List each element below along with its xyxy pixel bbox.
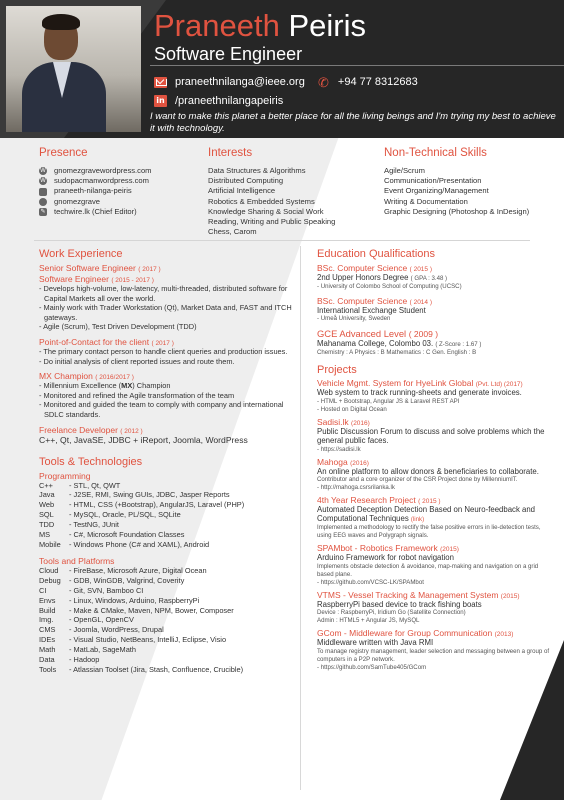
tool-row: Debug - GDB, WinGDB, Valgrind, Coverity: [39, 575, 185, 585]
platforms-title: Tools and Platforms: [39, 555, 115, 566]
edu-exchange: International Exchange Student: [317, 306, 426, 315]
projects-title: Projects: [317, 364, 357, 377]
tool-row: Math - MatLab, SageMath: [39, 645, 136, 655]
platforms-list: [39, 566, 293, 675]
tool-row: CI - Git, SVN, Bamboo CI: [39, 585, 144, 595]
edu-bsc-ucsc: BSc. Computer Science ( 2015 ): [317, 263, 433, 273]
project-title: Sadisi.lk (2016): [317, 416, 370, 427]
tool-row: CMS - Joomla, WordPress, Drupal: [39, 625, 164, 635]
bullet: - Develops high-volume, low-latency, multi-threaded, distributed software for Capital Markets all over the world.: [39, 284, 288, 303]
tool-row: SQL - MySQL, Oracle, PL/SQL, SQLite: [39, 510, 181, 520]
presence-list: [39, 166, 152, 217]
interest-item: Knowledge Sharing & Social Work: [208, 206, 324, 216]
presence-item[interactable]: ✎ techwire.lk (Chief Editor): [40, 206, 137, 216]
edit-icon: ✎: [40, 208, 46, 215]
interest-item: Data Structures & Algorithms: [208, 166, 306, 175]
interest-item: Distributed Computing: [208, 176, 284, 186]
project-link[interactable]: - http://mahoga.csrsrilanka.lk: [317, 484, 395, 492]
tool-row: C++ - STL, Qt, QWT: [39, 480, 121, 490]
linkedin-icon: in: [154, 95, 167, 107]
column-divider: [300, 246, 301, 790]
non-technical-title: Non-Technical Skills: [384, 147, 487, 159]
bullet: - Agile (Scrum), Test Driven Development (TDD): [39, 322, 197, 332]
header-banner: [0, 0, 564, 138]
presence-item[interactable]: praneeth-nilanga-peiris: [39, 186, 152, 196]
mail-icon: [154, 77, 167, 88]
tool-row: Img. - OpenGL, OpenCV: [39, 615, 134, 625]
edu-degree: 2nd Upper Honors Degree ( GPA : 3.48 ): [317, 273, 448, 282]
non-technical-list: [384, 166, 529, 217]
edu-school: - University of Colombo School of Computing (UCSC): [317, 283, 462, 290]
bullet: - Mainly work with Trader Workstation (Qt), Market Data and, FAST and ITCH gateways.: [39, 303, 292, 322]
project-link[interactable]: - https://github.com/VCSC-LK/SPAMbot: [317, 578, 424, 586]
edu-gce: GCE Advanced Level ( 2009 ): [317, 328, 439, 340]
skill-item: Writing & Documentation: [384, 196, 468, 206]
section-divider: [34, 240, 530, 241]
interest-item: Artificial Intelligence: [208, 186, 276, 196]
edu-college: Mahanama College, Colombo 03. ( Z-Score : 1.67 ): [317, 339, 482, 349]
presence-item[interactable]: W gnomezgravewordpress.com: [40, 166, 152, 175]
right-column: Education Qualifications BSc. Computer Science ( 2015 ) 2nd Upper Honors Degree ( GPA : 3.48 ) - University of Colombo School of Computing (UCSC) BSc. Computer Science ( 2014 ) International Exchange Student - Umeå University, Sweden GCE Advanced Level ( 2009 ) Mahanama College, Colombo 03. ( Z-Score : 1.67 ) Chemistry : A Physics : B Mathematics : C Gen. English : B Projects Vehicle Mgmt. System for HyeLink Global (Pvt. Ltd) (2017) Web system to track running-sheets and generate invoices. - HTML + Bootstrap, Angular JS & Laravel REST API - Hosted on Digital Ocean Sadisi.lk (2016) Public Discussion Forum to discuss and solve problems which the general public faces. - https://sadisi.lk Mahoga (2016) An online platform to allow donors & beneficiaries to collaborate. Contributor and a core organizer of the CSR Project done by MillenniumIT. - http://mahoga.csrsrilanka.lk 4th Year Research Project ( 2015 ) Automated Deception Detection Based on Neuro-feedback and Computational Techniques (link) Implemented a methodology to rectify the false positive errors in lie-detection tests, using EEG waves and Polygraph signals. SPAMbot - Robotics Framework (2015) Arduino Framework for robot navigation Implements obstacle detection & avoidance, map-making and navigation on a grid based plane. - https://github.com/VCSC-LK/SPAMbot VTMS - Vessel Tracking & Management System (2015) RaspberryPi based device to track fishing boats Device : RaspberryPi, Iridium Go (Satellite Connection) Admin : HTML5 + Angular JS, MySQL GCom - Middleware for Group Communication (2013) Middleware written with Java RMI To manage registry management, leader selection and messaging between a group of computers in a P2P network. - https://github.com/SamTube405/GCom: [317, 248, 555, 672]
person-name: [154, 8, 366, 44]
tool-row: Build - Make & CMake, Maven, NPM, Bower, Composer: [39, 605, 234, 615]
tool-row: Mobile - Windows Phone (C# and XAML), Android: [39, 539, 210, 549]
tool-row: Java - J2SE, RMI, Swing GUIs, JDBC, Jasper Reports: [39, 490, 230, 500]
email-text: praneethnilanga@ieee.org: [175, 76, 305, 88]
tool-row: MS - C#, Microsoft Foundation Classes: [39, 530, 185, 540]
tagline: I want to make this planet a better place for all the living beings and I'm trying my best to achieve it with technology.: [150, 111, 556, 134]
github-icon: [39, 198, 47, 206]
presence-item[interactable]: W sudopacmanwordpress.com: [40, 176, 149, 186]
tool-row: Web - HTML, CSS (+Bootstrap), AngularJS, Laravel (PHP): [39, 500, 245, 510]
freelance-tech: C++, Qt, JavaSE, JDBC + iReport, Joomla, WordPress: [39, 434, 248, 445]
edu-grades: Chemistry : A Physics : B Mathematics : C Gen. English : B: [317, 349, 477, 357]
job-senior-se: Senior Software Engineer ( 2017 ): [39, 263, 161, 273]
bullet: - Do initial analysis of client reported issues and route them.: [39, 356, 235, 366]
skill-item: Communication/Presentation: [384, 176, 482, 186]
last-name: Peiris: [288, 8, 366, 43]
edu-school: - Umeå University, Sweden: [317, 315, 391, 323]
interest-item: Reading, Writing and Public Speaking: [208, 217, 336, 227]
project-title: VTMS - Vessel Tracking & Management System (2015): [317, 589, 520, 600]
bitbucket-icon: [39, 188, 47, 196]
project-link[interactable]: - https://github.com/SamTube405/GCom: [317, 663, 427, 671]
header-divider: [150, 65, 564, 66]
project-title: 4th Year Research Project ( 2015 ): [317, 495, 441, 506]
linkedin-text: /praneethnilangapeiris: [175, 95, 284, 107]
job-mx: MX Champion ( 2016/2017 ): [39, 371, 134, 382]
email-contact[interactable]: [154, 76, 305, 88]
job-se: Software Engineer ( 2015 - 2017 ): [39, 274, 154, 284]
bullet: - The primary contact person to handle client queries and production issues.: [39, 346, 288, 356]
interests-title: Interests: [208, 147, 253, 159]
bullet: - Millennium Excellence (MX) Champion: [39, 381, 171, 391]
edu-bsc-umea: BSc. Computer Science ( 2014 ): [317, 296, 433, 306]
project-link[interactable]: (link): [410, 516, 425, 524]
left-column: [39, 248, 293, 675]
job-role: Software Engineer: [154, 44, 303, 64]
interests-list: [208, 166, 335, 237]
tool-row: Tools - Atlassian Toolset (Jira, Stash, Confluence, Crucible): [39, 664, 244, 674]
first-name: Praneeth: [154, 8, 280, 43]
project-title: Mahoga (2016): [317, 456, 369, 467]
education-title: Education Qualifications: [317, 248, 436, 260]
phone-text: +94 77 8312683: [337, 76, 418, 88]
bullet: - Monitored and guided the team to comply with company and international SDLC standards.: [39, 400, 284, 419]
job-freelance: Freelance Developer ( 2012 ): [39, 424, 143, 435]
project-title: SPAMbot - Robotics Framework (2015): [317, 543, 459, 554]
tool-row: IDEs - Visual Studio, NetBeans, IntelliJ, Eclipse, Visio: [39, 635, 227, 645]
project-title: GCom - Middleware for Group Communication (2013): [317, 628, 514, 639]
work-experience-title: Work Experience: [39, 248, 123, 260]
tool-row: TDD - TestNG, JUnit: [39, 520, 119, 530]
wordpress-icon: W: [40, 168, 46, 175]
tool-row: Data - Hadoop: [39, 655, 100, 665]
job-poc: Point-of-Contact for the client ( 2017 ): [39, 336, 174, 347]
programming-list: [39, 481, 293, 550]
project-link[interactable]: - https://sadisi.lk: [317, 445, 361, 453]
programming-title: Programming: [39, 470, 91, 481]
presence-item[interactable]: gnomezgrave: [39, 197, 152, 207]
skill-item: Agile/Scrum: [384, 166, 425, 175]
bullet: - Monitored and refined the Agile transformation of the team: [39, 390, 235, 400]
wordpress-icon: W: [40, 178, 46, 185]
phone-icon: ✆: [318, 74, 329, 90]
skill-item: Graphic Designing (Photoshop & InDesign): [384, 206, 530, 216]
interest-item: Robotics & Embedded Systems: [208, 196, 315, 206]
tool-row: Cloud - FireBase, Microsoft Azure, Digital Ocean: [39, 565, 207, 575]
phone-contact[interactable]: [318, 76, 418, 88]
presence-title: Presence: [39, 147, 88, 159]
interest-item: Chess, Carom: [208, 227, 257, 237]
linkedin-contact[interactable]: [154, 95, 283, 107]
profile-photo: [6, 6, 141, 132]
tools-title: Tools & Technologies: [39, 455, 143, 468]
project-title: Vehicle Mgmt. System for HyeLink Global (Pvt. Ltd) (2017): [317, 378, 523, 389]
tool-row: Envs - Linux, Windows, Arduino, RaspberryPi: [39, 595, 200, 605]
skill-item: Event Organizing/Management: [384, 186, 489, 196]
